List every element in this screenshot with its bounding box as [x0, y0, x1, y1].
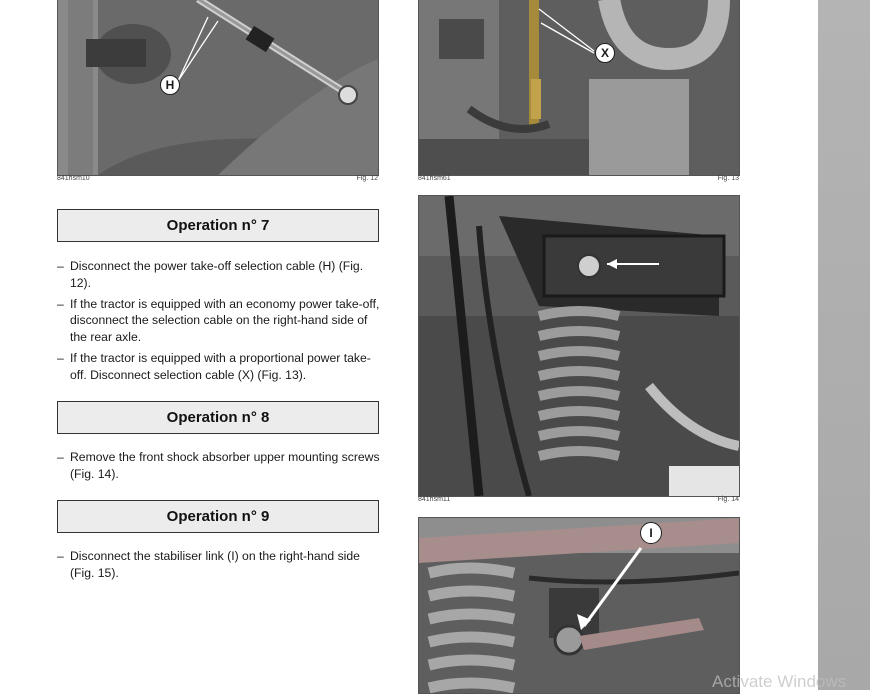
operation-7-heading: [57, 209, 379, 242]
operation-9-steps: [57, 548, 382, 586]
list-item: [57, 258, 382, 292]
figure-13-image: [419, 0, 739, 175]
figure-12-image: [58, 0, 378, 175]
figure-12-code: 841hsm10: [57, 175, 90, 182]
figure-13-label: Fig. 13: [717, 175, 739, 182]
list-item: [57, 350, 382, 384]
callout-i-label: I: [649, 526, 653, 540]
figure-14-code: 841hsm11: [418, 496, 451, 503]
operation-7-steps: [57, 258, 382, 388]
operation-8-title: Operation n° 8: [166, 409, 270, 426]
figure-14-image: [419, 196, 739, 496]
figure-14-label: Fig. 14: [717, 496, 739, 503]
operation-7-title: Operation n° 7: [166, 217, 270, 234]
list-item: [57, 449, 382, 483]
figure-15-image: [419, 518, 739, 693]
figure-14-caption: [418, 496, 739, 506]
callout-h: [160, 75, 180, 95]
activation-watermark: Activate Windows: [712, 672, 847, 691]
step-text: If the tractor is equipped with a proportional power take-off. Disconnect selection cable (X) (Fig. 13).: [70, 350, 371, 382]
step-marker: –: [57, 450, 64, 464]
step-text: Disconnect the power take-off selection cable (H) (Fig. 12).: [70, 259, 364, 290]
step-text: Remove the front shock absorber upper mounting screws (Fig. 14).: [70, 450, 380, 481]
operation-8-steps: [57, 449, 382, 487]
figure-13-code: 841hsm61: [418, 175, 451, 182]
step-marker: –: [57, 259, 64, 273]
scrollbar[interactable]: [818, 0, 870, 690]
operation-9-heading: [57, 500, 379, 533]
list-item: [57, 548, 382, 582]
figure-13-caption: [418, 175, 739, 185]
step-marker: –: [57, 296, 64, 311]
figure-12-photo: [57, 0, 379, 176]
figure-12-label: Fig. 12: [356, 175, 378, 182]
callout-x-label: X: [600, 46, 609, 60]
figure-15-photo: [418, 517, 740, 694]
step-marker: –: [57, 549, 64, 563]
figure-14-photo: [418, 195, 740, 497]
step-marker: –: [57, 350, 64, 365]
callout-h-label: H: [165, 78, 175, 92]
callout-i: [640, 522, 662, 544]
figure-12-caption: [57, 175, 378, 185]
list-item: [57, 296, 382, 346]
operation-9-title: Operation n° 9: [166, 508, 270, 525]
step-text: If the tractor is equipped with an economy power take-off, disconnect the selection cable on the right-hand side of the rear axle.: [70, 296, 380, 345]
operation-8-heading: [57, 401, 379, 434]
figure-13-photo: [418, 0, 740, 176]
step-text: Disconnect the stabiliser link (I) on the right-hand side (Fig. 15).: [70, 549, 360, 580]
callout-x: [595, 43, 615, 63]
